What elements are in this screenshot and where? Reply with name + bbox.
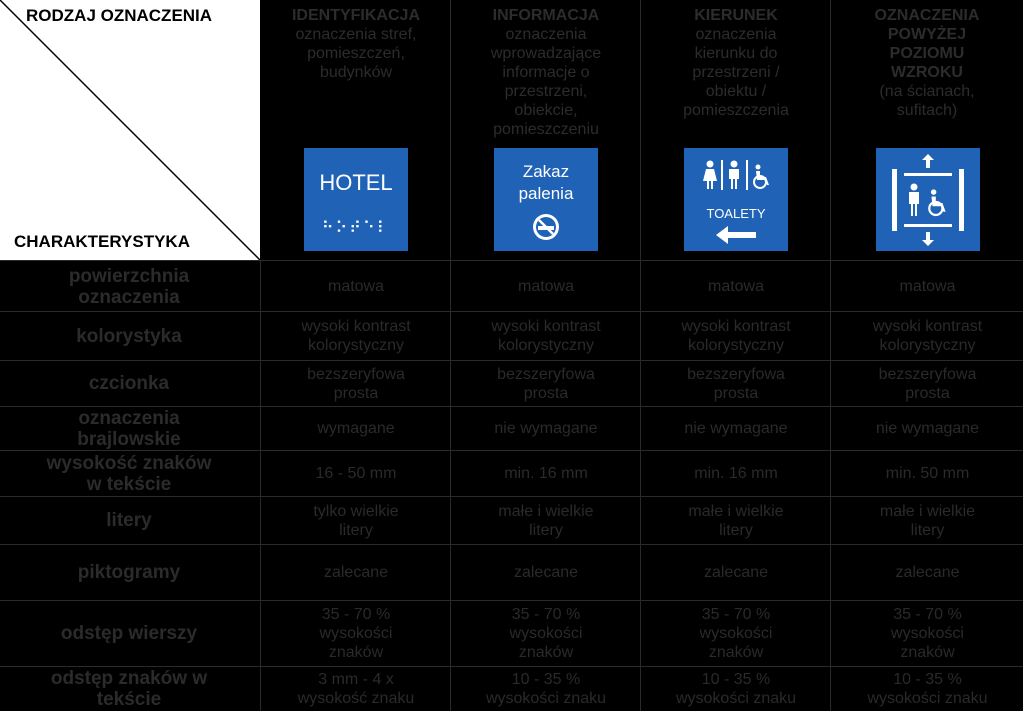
table-cell <box>452 497 640 544</box>
row-header-line: tekście <box>96 689 162 710</box>
cell-line: wysokości znaku <box>675 690 797 707</box>
column-desc-line: obiekcie, <box>514 102 578 119</box>
cell-line: bezszeryfowa <box>687 365 785 383</box>
cell-line: wymagane <box>317 420 395 437</box>
table-cell <box>642 407 830 450</box>
cell-line: wysoki kontrast <box>872 318 983 335</box>
cell-line: min. 50 mm <box>885 465 970 482</box>
cell-line: małe i wielkie <box>879 502 976 520</box>
column-desc-line: przestrzeni / <box>692 64 780 81</box>
braille-dots: ⠓⠕⠞⠑⠇ <box>321 218 391 237</box>
column-title-line: WZROKU <box>891 64 963 81</box>
cell-line: zalecane <box>895 564 960 581</box>
cell-line: zalecane <box>703 564 769 581</box>
cell-line: matowa <box>517 278 575 295</box>
cell-line: wysoki kontrast <box>491 318 601 335</box>
hotel-sign-text: HOTEL <box>319 170 393 195</box>
row-header-line: kolorystyka <box>76 325 182 347</box>
table-cell <box>452 451 640 496</box>
column-desc-line: przestrzeni, <box>504 83 588 100</box>
row-header-line: litery <box>106 510 152 531</box>
cell-line: znaków <box>518 644 574 661</box>
cell-line: prosta <box>523 384 569 402</box>
no-smoking-line1: Zakaz <box>522 162 570 181</box>
table-cell <box>262 667 450 711</box>
cell-line: nie wymagane <box>875 420 980 437</box>
table-cell <box>452 667 640 711</box>
table-cell <box>452 601 640 666</box>
table-cell <box>642 545 830 600</box>
row-header-line: czcionka <box>88 373 170 394</box>
table-cell <box>642 601 830 666</box>
cell-line: litery <box>529 521 563 539</box>
cell-line: 10 - 35 % <box>701 671 771 688</box>
row-header <box>0 312 258 360</box>
table-cell <box>832 407 1023 450</box>
row-header <box>0 601 258 666</box>
column-desc-line: pomieszczeń, <box>307 45 405 62</box>
cell-line: prosta <box>333 384 379 402</box>
table-cell <box>642 497 830 544</box>
cell-line: wysokości znaku <box>867 690 988 707</box>
table-cell <box>832 451 1023 496</box>
column-title: INFORMACJA <box>492 7 600 24</box>
table-cell <box>262 312 450 360</box>
table-cell <box>832 497 1023 544</box>
table-cell <box>642 451 830 496</box>
cell-line: nie wymagane <box>494 420 598 437</box>
column-title-line: POWYŻEJ <box>887 26 967 43</box>
cell-line: małe i wielkie <box>688 502 784 520</box>
cell-line: wysokości <box>891 625 964 642</box>
row-header <box>0 407 258 450</box>
cell-line: matowa <box>899 278 956 295</box>
row-header-line: piktogramy <box>77 562 181 583</box>
row-header <box>0 667 258 711</box>
cell-line: tylko wielkie <box>313 502 399 520</box>
table-cell <box>832 361 1023 406</box>
column-desc-line: obiektu / <box>705 83 767 100</box>
cell-line: prosta <box>905 384 950 402</box>
cell-line: bezszeryfowa <box>878 365 977 383</box>
column-desc-line: informacje o <box>502 64 590 81</box>
table-cell <box>452 312 640 360</box>
table-cell <box>262 451 450 496</box>
row-header-line: brajlowskie <box>77 428 181 450</box>
table-cell <box>642 361 830 406</box>
table-cell <box>642 262 830 311</box>
row-header-line: oznaczenia <box>78 286 180 308</box>
table-cell <box>452 361 640 406</box>
cell-line: 35 - 70 % <box>893 606 962 623</box>
row-header <box>0 262 258 311</box>
table-cell <box>262 545 450 600</box>
cell-line: znaków <box>328 644 384 661</box>
cell-line: bezszeryfowa <box>307 365 405 383</box>
cell-line: matowa <box>327 278 385 295</box>
row-header <box>0 451 258 496</box>
cell-line: kolorystyczny <box>879 337 976 354</box>
column-desc-line: wprowadzające <box>490 45 602 62</box>
column-title-line: OZNACZENIA <box>874 7 980 24</box>
cell-line: 3 mm - 4 x <box>318 671 394 688</box>
cell-line: min. 16 mm <box>694 465 778 482</box>
cell-line: 35 - 70 % <box>511 606 581 623</box>
column-desc-line: oznaczenia <box>695 26 777 43</box>
cell-line: litery <box>910 521 945 539</box>
cell-line: bezszeryfowa <box>497 365 595 383</box>
row-header-line: odstęp znaków w <box>50 668 208 689</box>
row-header-line: wysokość znaków <box>46 452 212 474</box>
cell-line: wysoki kontrast <box>301 318 411 335</box>
row-header <box>0 497 258 544</box>
cell-line: wysokość znaku <box>297 690 415 707</box>
row-header-line: oznaczenia <box>78 407 180 429</box>
cell-line: wysoki kontrast <box>681 318 791 335</box>
table-cell <box>262 497 450 544</box>
cell-line: litery <box>719 521 753 539</box>
column-desc-line: budynków <box>319 64 393 81</box>
table-cell <box>452 262 640 311</box>
column-desc-line: oznaczenia stref, <box>295 26 417 43</box>
cell-line: kolorystyczny <box>687 337 785 354</box>
cell-line: 10 - 35 % <box>893 671 962 688</box>
cell-line: litery <box>339 521 373 539</box>
table-cell <box>832 667 1023 711</box>
column-title: IDENTYFIKACJA <box>291 7 420 24</box>
table-cell <box>262 262 450 311</box>
cell-line: zalecane <box>323 564 389 581</box>
column-desc-line: pomieszczenia <box>683 102 789 119</box>
row-header <box>0 361 258 406</box>
cell-line: wysokości <box>509 625 583 642</box>
table-cell <box>452 545 640 600</box>
cell-line: kolorystyczny <box>497 337 595 354</box>
corner-top-label: RODZAJ OZNACZENIA <box>26 6 213 25</box>
row-header-line: odstęp wierszy <box>60 623 198 644</box>
cell-line: znaków <box>900 644 955 661</box>
table-cell <box>262 601 450 666</box>
cell-line: małe i wielkie <box>498 502 594 520</box>
table-cell <box>832 601 1023 666</box>
toilet-sign-text: TOALETY <box>706 206 766 221</box>
column-desc-line: pomieszczeniu <box>493 121 599 138</box>
cell-line: 16 - 50 mm <box>315 465 397 482</box>
column-desc-line: kierunku do <box>694 45 778 62</box>
cell-line: wysokości <box>699 625 773 642</box>
table-cell <box>832 545 1023 600</box>
column-title: KIERUNEK <box>694 7 778 24</box>
table-cell <box>832 262 1023 311</box>
cell-line: wysokości <box>319 625 393 642</box>
cell-line: 35 - 70 % <box>321 606 391 623</box>
table-cell <box>262 407 450 450</box>
table-cell <box>642 667 830 711</box>
cell-line: znaków <box>708 644 764 661</box>
column-desc-line: sufitach) <box>896 102 958 119</box>
table-cell <box>642 312 830 360</box>
row-header-line: w tekście <box>86 473 172 495</box>
cell-line: nie wymagane <box>684 420 788 437</box>
cell-line: 35 - 70 % <box>701 606 771 623</box>
cell-line: min. 16 mm <box>504 465 588 482</box>
row-header-line: powierzchnia <box>68 265 190 287</box>
column-title-line: POZIOMU <box>889 45 965 62</box>
corner-bottom-label: CHARAKTERYSTYKA <box>14 232 190 251</box>
cell-line: prosta <box>713 384 759 402</box>
no-smoking-line2: palenia <box>518 184 574 203</box>
cell-line: wysokości znaku <box>485 690 607 707</box>
table-cell <box>262 361 450 406</box>
cell-line: kolorystyczny <box>307 337 405 354</box>
cell-line: matowa <box>707 278 765 295</box>
column-desc-line: (na ścianach, <box>879 83 975 100</box>
column-desc-line: oznaczenia <box>505 26 587 43</box>
table-cell <box>452 407 640 450</box>
table-cell <box>832 312 1023 360</box>
cell-line: 10 - 35 % <box>511 671 581 688</box>
cell-line: zalecane <box>513 564 579 581</box>
row-header <box>0 545 258 600</box>
